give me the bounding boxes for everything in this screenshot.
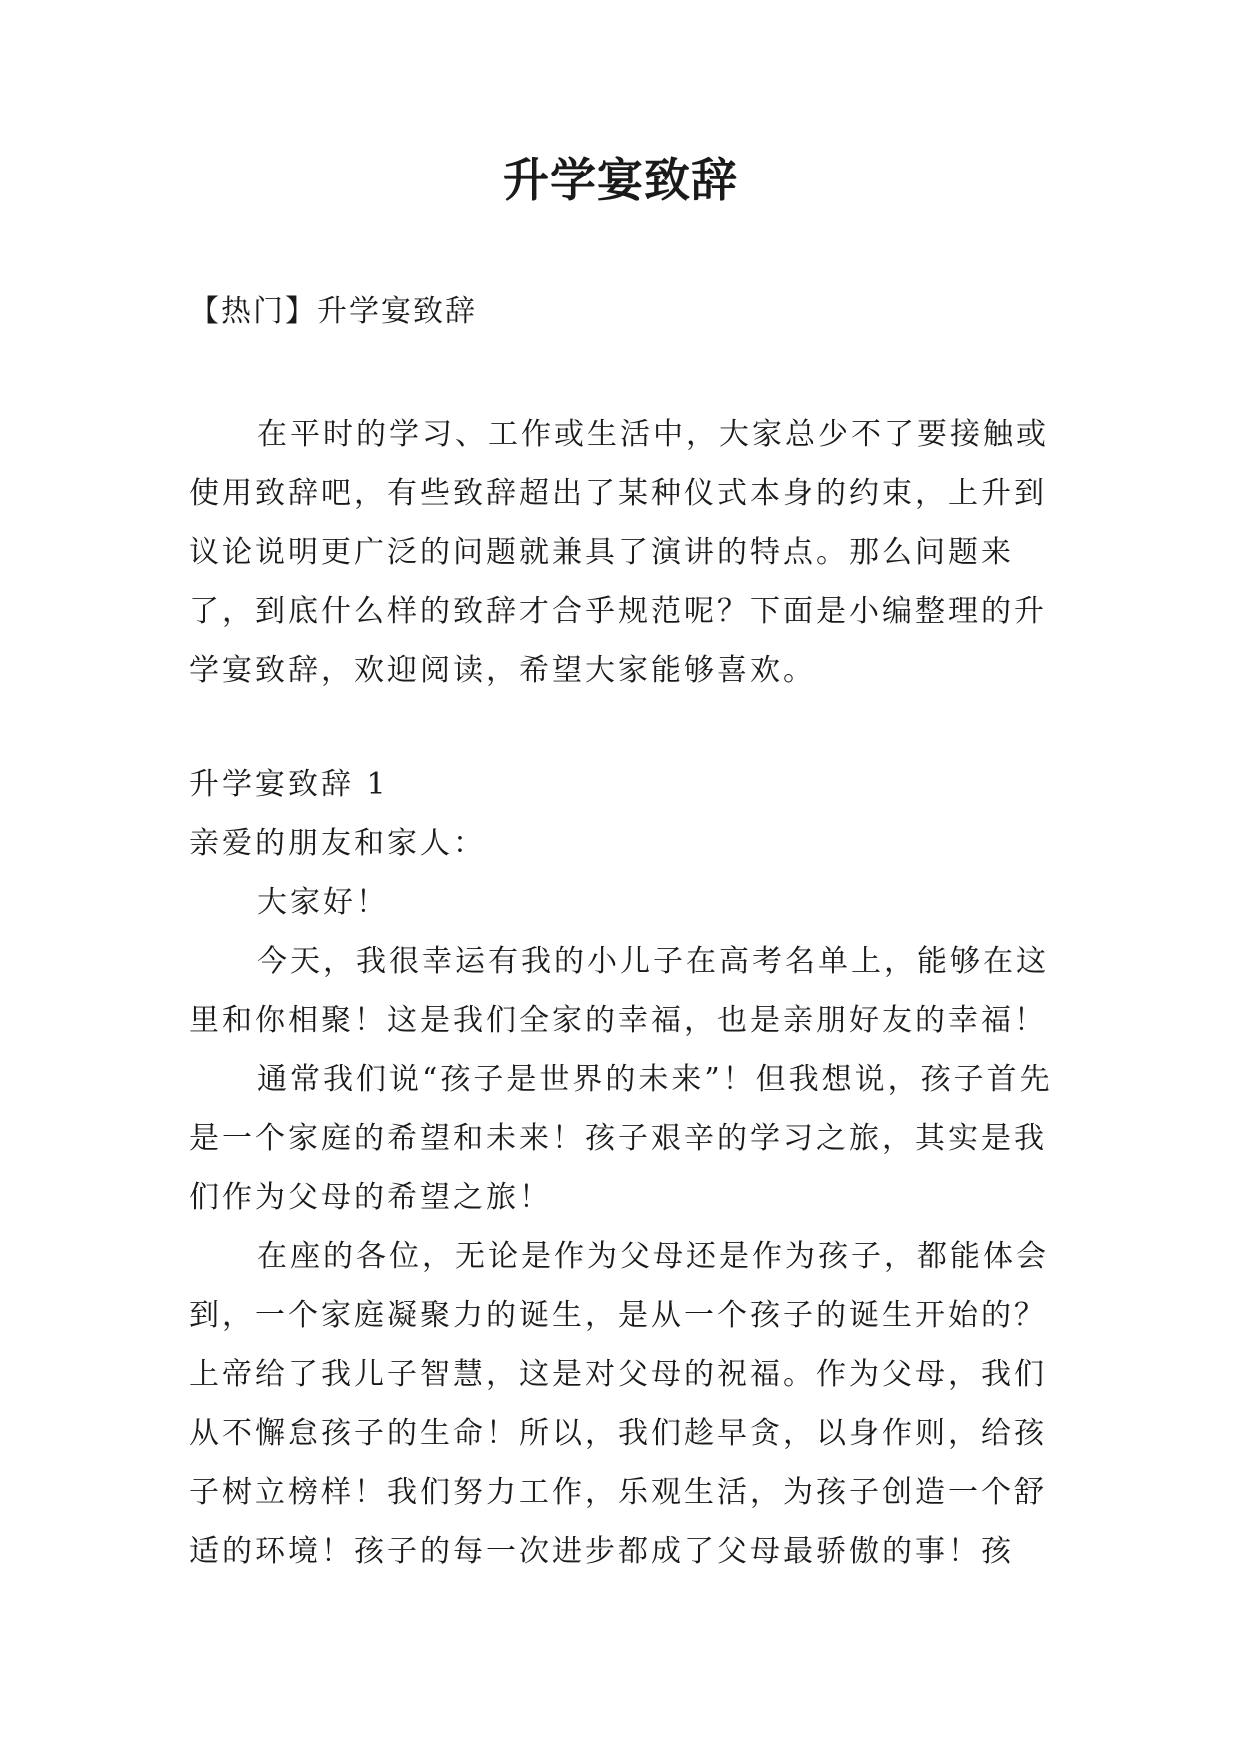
- document-subtitle: 【热门】升学宴致辞: [189, 294, 477, 329]
- section-heading: 升学宴致辞 1: [189, 767, 389, 802]
- intro-paragraph: 在平时的学习、工作或生活中，大家总少不了要接触或使用致辞吧，有些致辞超出了某种仪式本身的约束，上升到议论说明更广泛的问题就兼具了演讲的特点。那么问题来了，到底什么样的致辞才合乎规范呢？下面是小编整理的升学宴致辞，欢迎阅读，希望大家能够喜欢。: [189, 417, 1049, 688]
- salutation: 亲爱的朋友和家人：: [189, 826, 486, 861]
- body-paragraph: 今天，我很幸运有我的小儿子在高考名单上，能够在这里和你相聚！这是我们全家的幸福，也是亲朋好友的幸福！: [189, 944, 1049, 1038]
- speech-body: [189, 755, 1059, 1581]
- greeting: 大家好！: [257, 885, 389, 920]
- document-title: 升学宴致辞: [503, 153, 738, 207]
- body-paragraph: 在座的各位，无论是作为父母还是作为孩子，都能体会到，一个家庭凝聚力的诞生，是从一个孩子的诞生开始的？上帝给了我儿子智慧，这是对父母的祝福。作为父母，我们从不懈怠孩子的生命！所以，我们趁早贪，以身作则，给孩子树立榜样！我们努力工作，乐观生活，为孩子创造一个舒适的环境！孩子的每一次进步都成了父母最骄傲的事！孩: [189, 1239, 1049, 1569]
- body-paragraph: 通常我们说“孩子是世界的未来”！但我想说，孩子首先是一个家庭的希望和未来！孩子艰辛的学习之旅，其实是我们作为父母的希望之旅！: [189, 1062, 1053, 1215]
